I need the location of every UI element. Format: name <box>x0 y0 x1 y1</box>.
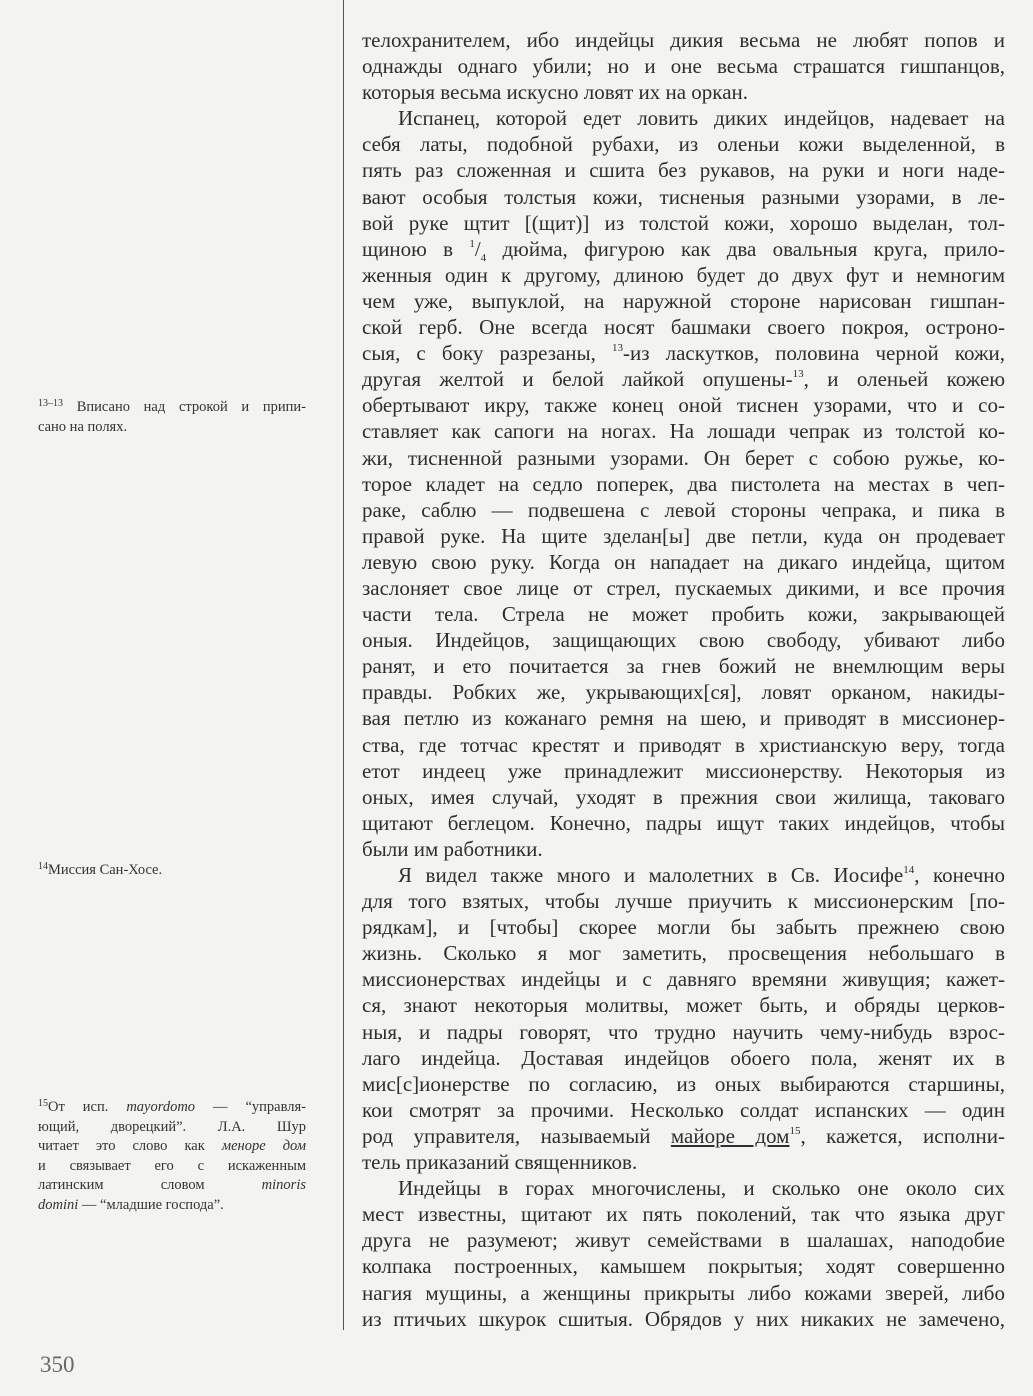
footnote-14 <box>38 861 306 881</box>
text-segment: -из ласкутков, половина черной кожи, <box>623 341 1005 366</box>
text-segment: кои смотрят за прочими. Несколько солдат испанских — один <box>362 1097 1005 1122</box>
text-line <box>362 157 1005 183</box>
text-segment: женныя один к другому, длиною будет до двух фут и немногим <box>362 262 1005 287</box>
text-segment: заслоняет свое лице от стрел, пускаемых дикими, и все прочия <box>362 575 1005 600</box>
text-segment: были им работники. <box>362 836 543 861</box>
text-segment: которыя весьма искусно ловят их на оркан. <box>362 80 748 105</box>
text-line <box>362 549 1005 575</box>
text-segment: Индейцы в горах многочислены, и сколько оне около сих <box>398 1176 1005 1201</box>
text-line <box>38 1118 306 1138</box>
text-segment: оныя. Индейцов, защищающих свою свободу, убивают либо <box>362 628 1005 653</box>
text-line <box>362 1019 1005 1045</box>
text-segment: Миссия Сан-Хосе. <box>48 862 163 878</box>
text-segment: телохранителем, ибо индейцы дикия весьма не любят попов и <box>362 28 1005 52</box>
text-line <box>362 79 1005 105</box>
text-segment: Я видел также много и малолетних в Св. Иосифе <box>398 863 904 887</box>
text-segment: род управителя, называемый <box>362 1123 671 1148</box>
text-line <box>362 471 1005 497</box>
italic-term: меноре дом <box>221 1138 307 1154</box>
text-line <box>362 314 1005 340</box>
text-segment: ся, знают некоторыя молитвы, может быть, и обряды церков- <box>362 993 1005 1018</box>
column-divider <box>343 0 344 1330</box>
text-segment: мест известны, щитают их пять поколений, так что языка друг <box>362 1202 1005 1227</box>
text-line <box>362 210 1005 236</box>
footnote-ref: 15 <box>38 1098 48 1109</box>
text-line <box>38 1098 306 1118</box>
text-line <box>362 1175 1005 1201</box>
text-line <box>362 1253 1005 1279</box>
text-line <box>362 888 1005 914</box>
text-line <box>362 131 1005 157</box>
text-segment: ющий, дворецкий”. Л.А. Шур <box>38 1118 306 1135</box>
text-line <box>362 288 1005 314</box>
footnote-ref: 14 <box>38 861 48 872</box>
italic-term: mayordomo <box>126 1099 196 1115</box>
text-line <box>362 810 1005 836</box>
text-segment: раке, саблю — подвешена с левой стороны чепрака, и пика в <box>362 497 1005 522</box>
text-line <box>362 1280 1005 1306</box>
text-segment: / <box>474 236 481 261</box>
text-line <box>38 861 306 881</box>
text-segment: оных, имея случай, уходят в прежния свои жилища, таковаго <box>362 784 1005 809</box>
text-line <box>362 523 1005 549</box>
text-segment: себя латы, подобной рубахи, из оленьи кожи выделенной, в <box>362 132 1005 157</box>
text-line <box>362 27 1005 53</box>
footnote-13 <box>38 398 306 437</box>
text-line <box>362 575 1005 601</box>
text-segment: колпака построенных, камышем покрытыя; ходят совершенно <box>362 1254 1005 1279</box>
text-line <box>362 1306 1005 1332</box>
text-line <box>362 627 1005 653</box>
text-segment: друга не разумеют; живут семействами в шалашах, наподобие <box>362 1228 1005 1253</box>
text-line <box>38 398 306 418</box>
text-segment: етот индеец уже принадлежит миссионерству. Некоторыя из <box>362 758 1005 783</box>
text-segment: левую свою руку. Когда он нападает на дикаго индейца, щитом <box>362 549 1005 574</box>
text-line <box>362 653 1005 679</box>
text-segment: мис[с]ионерстве по согласию, из оных выбираются старшины, <box>362 1071 1005 1096</box>
text-line <box>38 1137 306 1157</box>
text-line <box>362 1071 1005 1097</box>
page-number: 350 <box>40 1352 75 1377</box>
text-segment: ской герб. Оне всегда носят башмаки своего покроя, остроно- <box>362 315 1005 340</box>
text-segment: вают особыя толстыя кожи, тисненыя разными узорами, в ле- <box>362 184 1005 209</box>
text-segment: вой руке щтит [(щит)] из толстой кожи, хорошо выделан, тол- <box>362 210 1005 235</box>
text-segment: рядкам], и [чтобы] скорее могли бы забыть прежнею свою <box>362 915 1005 940</box>
text-line <box>362 445 1005 471</box>
text-line <box>362 914 1005 940</box>
text-line <box>362 1201 1005 1227</box>
footnote-ref: 13 <box>612 342 623 355</box>
text-line <box>362 1123 1005 1149</box>
text-segment: , и оленьей кожею <box>803 367 1006 392</box>
text-line <box>362 1097 1005 1123</box>
text-segment: щитают беглецом. Конечно, падры ищут таких индейцов, чтобы <box>362 810 1005 835</box>
text-line <box>362 262 1005 288</box>
text-segment: чем уже, выпуклой, на наружной стороне нарисован гишпан- <box>362 288 1005 313</box>
text-line <box>362 784 1005 810</box>
text-segment: От исп. <box>48 1099 127 1115</box>
text-line <box>362 418 1005 444</box>
text-segment: читает это слово как <box>38 1138 222 1154</box>
text-segment: другая желтой и белой лайкой опушены- <box>362 367 793 392</box>
text-segment: торое кладет на седло поперек, два пистолета на местах в чеп- <box>362 471 1005 496</box>
footnote-ref: 15 <box>789 1124 801 1137</box>
text-segment: — “младшие господа”. <box>78 1196 224 1213</box>
footnote-ref: 13 <box>792 368 804 381</box>
footnote-ref: 1 <box>469 237 475 250</box>
footnote-ref: 14 <box>903 864 915 876</box>
text-line <box>362 497 1005 523</box>
text-segment: тель приказаний священников. <box>362 1150 638 1175</box>
italic-term: domini <box>38 1196 79 1213</box>
text-segment: латинским словом <box>38 1177 262 1193</box>
text-segment: дюйма, фигурою как два овальныя круга, прило- <box>486 236 1005 261</box>
text-line <box>362 940 1005 966</box>
text-segment: пять раз сложенная и сшита без рукавов, на руки и ноги наде- <box>362 158 1005 183</box>
text-line <box>362 1227 1005 1253</box>
text-segment: правой руке. На щите зделан[ы] две петли, куда он продевает <box>362 523 1005 548</box>
text-segment: миссионерствах индейцы и с давняго времяни живущия; кажет- <box>362 967 1005 992</box>
text-segment: сано на полях. <box>38 418 128 435</box>
text-line <box>38 1196 306 1216</box>
text-line <box>362 105 1005 131</box>
text-segment: щиною в <box>362 236 470 261</box>
text-line <box>362 732 1005 758</box>
text-segment: для того взятых, чтобы лучше приучить к миссионерским [по- <box>362 889 1005 914</box>
main-text-column <box>362 27 1005 1332</box>
text-segment: Испанец, которой едет ловить диких индейцов, надевает на <box>398 106 1005 131</box>
text-line <box>362 836 1005 862</box>
text-segment: , кажется, исполни- <box>800 1123 1005 1148</box>
text-line <box>38 1157 306 1177</box>
italic-term: minoris <box>261 1177 306 1193</box>
text-segment: части тела. Стрела не может пробить кожи, закрывающей <box>362 602 1005 627</box>
text-segment: из птичьих шкурок сшитыя. Обрядов у них никаких не замечено, <box>362 1306 1005 1331</box>
text-segment: — “управля- <box>195 1099 306 1115</box>
text-segment: жизнь. Сколько я мог заметить, просвещения небольшаго в <box>362 941 1005 966</box>
text-line <box>362 705 1005 731</box>
text-line <box>362 992 1005 1018</box>
text-segment: , конечно <box>914 863 1005 887</box>
text-line <box>362 340 1005 366</box>
text-segment: ныя, и падры говорят, что трудно научить чему-нибудь взрос- <box>362 1019 1005 1044</box>
text-line <box>362 236 1005 262</box>
fraction-denominator: 4 <box>480 251 487 264</box>
text-line <box>362 1149 1005 1175</box>
text-segment: обертывают икру, также конец оной тиснен узорами, что и со- <box>362 393 1005 418</box>
text-line <box>362 758 1005 784</box>
text-segment: нагия мущины, а женщины прикрыты либо кожами зверей, либо <box>362 1280 1005 1305</box>
text-line <box>38 1176 306 1196</box>
text-segment: жи, тисненной разными узорами. Он берет с собою ружье, ко- <box>362 445 1005 470</box>
text-line <box>362 601 1005 627</box>
text-line <box>362 679 1005 705</box>
text-segment: правды. Робких же, укрывающих[ся], ловят орканом, накиды- <box>362 680 1005 705</box>
text-segment: Вписано над строкой и припи- <box>63 399 306 415</box>
text-segment: ства, где тотчас крестят и приводят в христианскую веру, тогда <box>362 732 1005 757</box>
text-segment: и связывает его с искаженным <box>38 1157 306 1174</box>
text-segment: сыя, с боку разрезаны, <box>362 341 612 366</box>
text-line <box>362 184 1005 210</box>
text-line <box>362 392 1005 418</box>
text-line <box>38 418 306 438</box>
text-line <box>362 366 1005 392</box>
text-line <box>362 966 1005 992</box>
underlined-term: майоре дом <box>670 1123 790 1148</box>
footnote-15 <box>38 1098 306 1215</box>
text-segment: вая петлю из кожанаго ремня на шею, и приводят в миссионер- <box>362 706 1005 731</box>
text-line <box>362 862 1005 888</box>
footnote-ref: 13–13 <box>38 398 63 409</box>
text-line <box>362 53 1005 79</box>
text-segment: ставляет как сапоги на ногах. На лошади чепрак из толстой ко- <box>362 419 1005 444</box>
text-segment: ранят, и ето почитается за гнев божий не внемлющим веры <box>362 654 1005 679</box>
text-segment: однажды однаго убили; но и оне весьма страшатся гишпанцов, <box>362 54 1005 79</box>
text-segment: лаго индейца. Доставая индейцов обоего пола, женят их в <box>362 1045 1005 1070</box>
text-line <box>362 1045 1005 1071</box>
